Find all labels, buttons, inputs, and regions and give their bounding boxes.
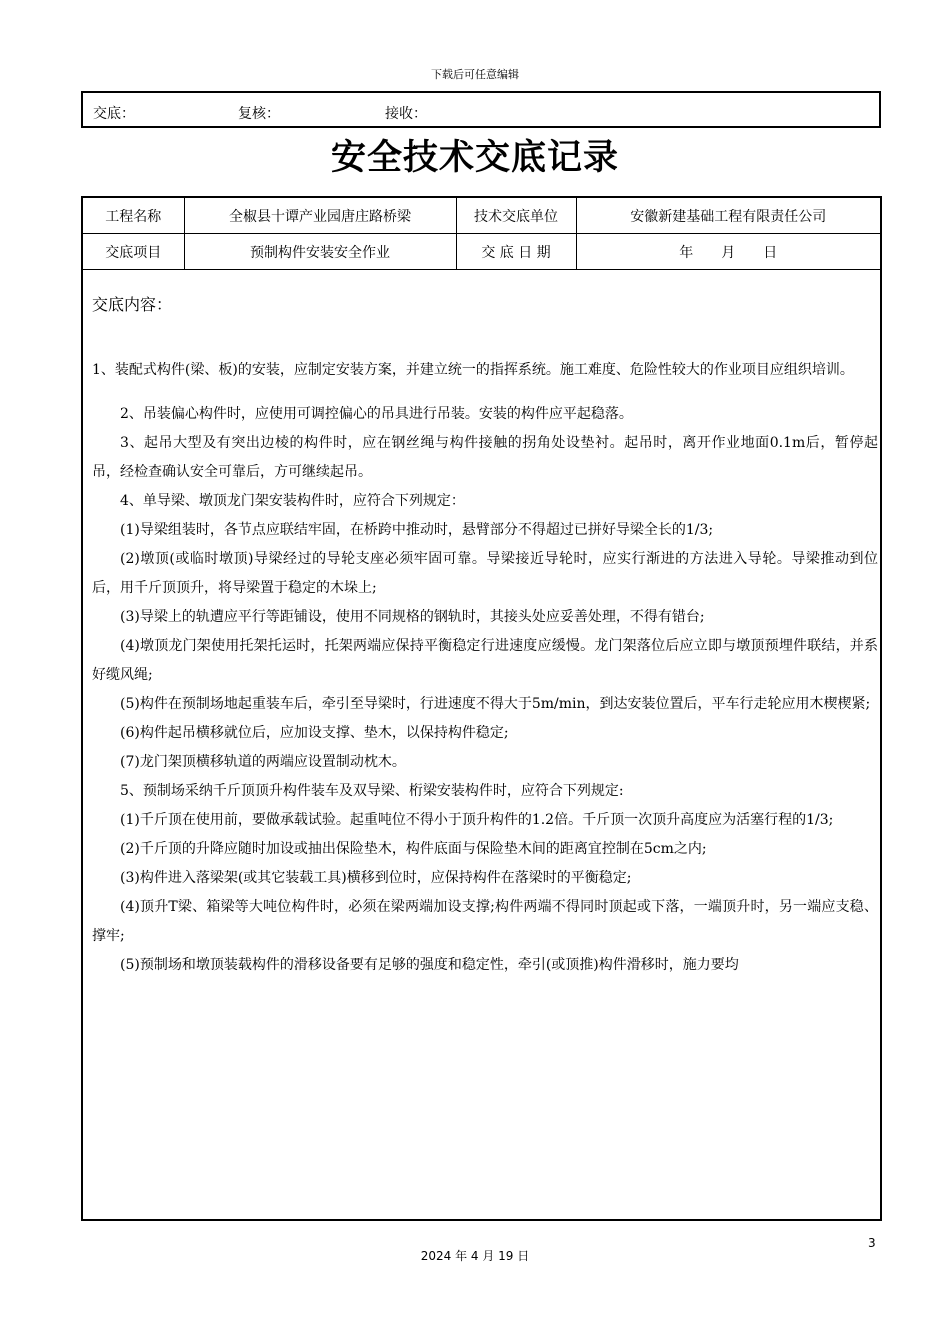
table-row: [83, 198, 880, 234]
paragraph: (6)构件起吊横移就位后，应加设支撑、垫木，以保持构件稳定;: [120, 725, 509, 741]
table-row: [83, 234, 880, 270]
paragraph: (1)千斤顶在使用前，要做承载试验。起重吨位不得小于顶升构件的1.2倍。千斤顶一次顶升高度应为活塞行程的1/3;: [120, 812, 834, 828]
date-label: 交 底 日 期: [456, 234, 576, 270]
paragraph: (4)顶升T梁、箱梁等大吨位构件时，必须在梁两端加设支撑;构件两端不得同时顶起或下落，一端顶升时，另一端应支稳、撑牢;: [92, 899, 878, 944]
paragraph: (1)导梁组装时，各节点应联结牢固，在桥跨中推动时，悬臂部分不得超过已拼好导梁全长的1/3;: [120, 522, 714, 538]
signature-row: [81, 91, 881, 128]
item-label: 交底项目: [83, 234, 184, 270]
paragraph: (7)龙门架顶横移轨道的两端应设置制动枕木。: [120, 754, 406, 770]
content-section: [92, 290, 878, 980]
receive-label: 接收：: [385, 106, 427, 122]
paragraph: (2)千斤顶的升降应随时加设或抽出保险垫木，构件底面与保险垫木间的距离宜控制在5cm之内;: [120, 841, 707, 857]
paragraph: 1、装配式构件(梁、板)的安装，应制定安装方案，并建立统一的指挥系统。施工难度、危险性较大的作业项目应组织培训。: [92, 362, 854, 378]
unit-label: 技术交底单位: [456, 198, 576, 234]
project-name-label: 工程名称: [83, 198, 184, 234]
unit-value: 安徽新建基础工程有限责任公司: [576, 198, 880, 234]
paragraph: (3)构件进入落梁架(或其它装载工具)横移到位时，应保持构件在落梁时的平衡稳定;: [120, 870, 632, 886]
paragraph: 2、吊装偏心构件时，应使用可调控偏心的吊具进行吊装。安装的构件应平起稳落。: [120, 406, 633, 422]
document-title: 安全技术交底记录: [330, 138, 619, 178]
review-label: 复核：: [238, 106, 280, 122]
paragraph: (5)预制场和墩顶装载构件的滑移设备要有足够的强度和稳定性，牵引(或顶推)构件滑移时，施力要均: [120, 957, 739, 973]
paragraph: (5)构件在预制场地起重装车后，牵引至导梁时，行进速度不得大于5m/min，到达安装位置后，平车行走轮应用木楔楔紧;: [120, 696, 871, 712]
item-value: 预制构件安装安全作业: [184, 234, 456, 270]
record-frame: [81, 196, 882, 1221]
paragraph: 3、起吊大型及有突出边棱的构件时，应在钢丝绳与构件接触的拐角处设垫衬。起吊时，离开作业地面0.1m后，暂停起吊，经检查确认安全可靠后，方可继续起吊。: [92, 435, 878, 480]
paragraph: (3)导梁上的轨遭应平行等距铺设，使用不同规格的钢轨时，其接头处应妥善处理，不得有错台;: [120, 609, 705, 625]
page-number: 3: [868, 1236, 876, 1250]
project-name-value: 全椒县十谭产业园唐庄路桥梁: [184, 198, 456, 234]
paragraph: (4)墩顶龙门架使用托架托运时，托架两端应保持平衡稳定行进速度应缓慢。龙门架落位后应立即与墩顶预埋件联结，并系好缆风绳;: [92, 638, 878, 683]
content-label: 交底内容：: [92, 295, 173, 314]
date-value: 年 月 日: [576, 234, 880, 270]
info-table: [83, 198, 880, 270]
footer-date: 2024 年 4 月 19 日: [420, 1249, 530, 1263]
paragraph: (2)墩顶(或临时墩顶)导梁经过的导轮支座必须牢固可靠。导梁接近导轮时，应实行渐进的方法进入导轮。导梁推动到位后，用千斤顶顶升，将导梁置于稳定的木垛上;: [92, 551, 878, 596]
paragraph: 4、单导梁、墩顶龙门架安装构件时，应符合下列规定：: [120, 493, 465, 509]
paragraph: 5、预制场采纳千斤顶顶升构件装车及双导梁、桁梁安装构件时，应符合下列规定:: [120, 783, 624, 799]
handover-label: 交底：: [93, 106, 135, 122]
header-note: 下载后可任意编辑: [431, 68, 519, 81]
